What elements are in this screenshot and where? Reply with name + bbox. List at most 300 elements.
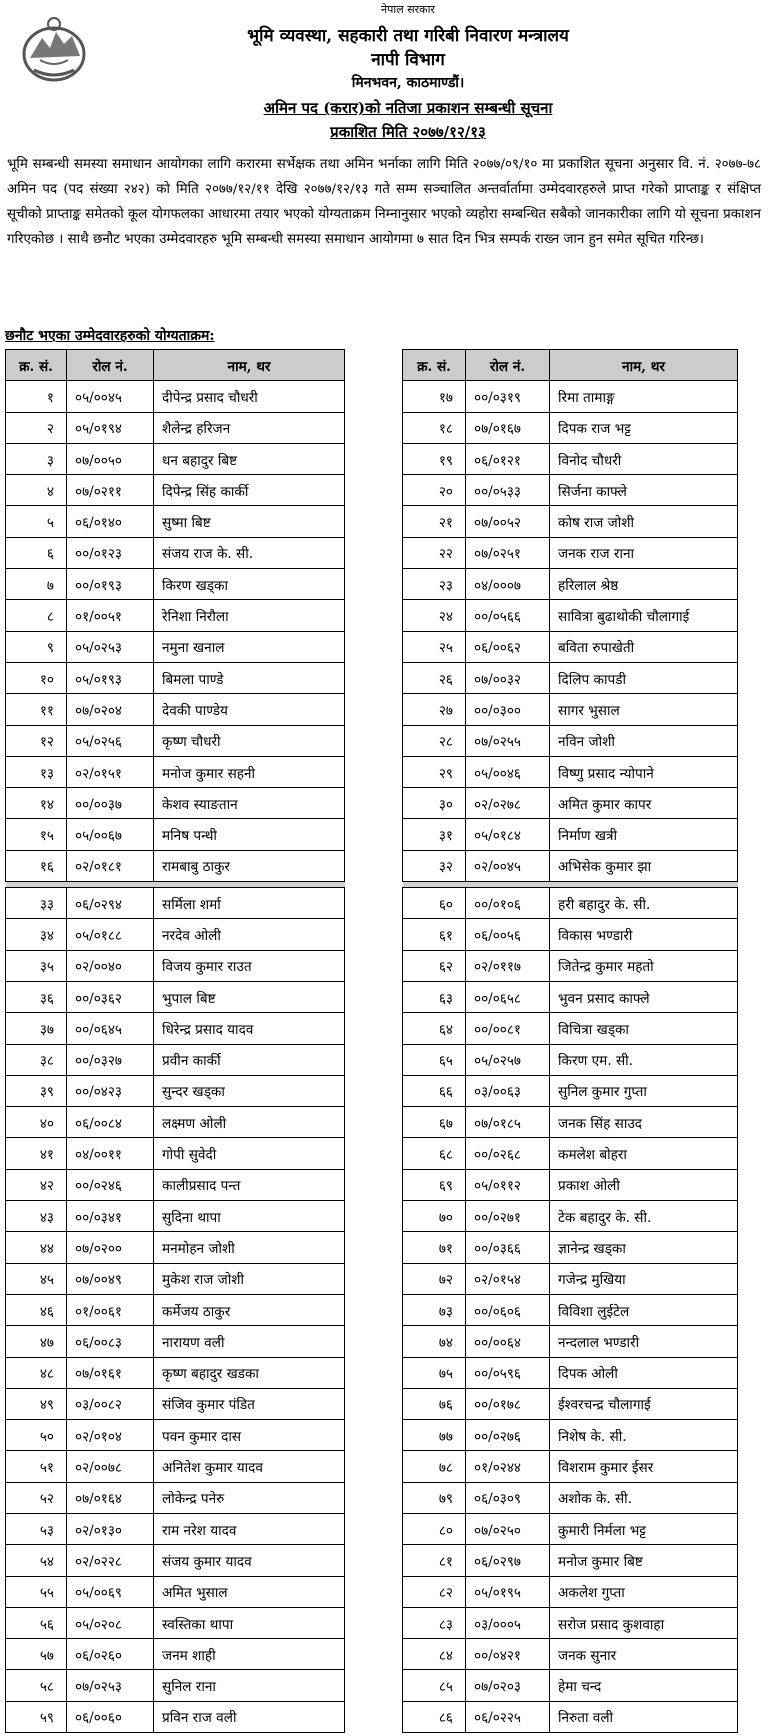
roll-number-cell: ०३/०००५ <box>466 1607 550 1638</box>
table-row <box>403 1576 738 1607</box>
roll-number-cell: ०५/०२५३ <box>67 631 154 662</box>
candidate-name-cell: जितेन्द्र कुमार महतो <box>550 950 738 981</box>
table-row <box>403 725 738 756</box>
list-heading: छनौट भएका उम्मेदवारहरुको योग्यताक्रम: <box>5 328 215 344</box>
table-row <box>6 1576 345 1607</box>
table-body-right-b <box>403 888 738 1733</box>
table-row <box>6 1420 345 1451</box>
table-row <box>403 569 738 600</box>
serial-number-cell: ७० <box>403 1201 466 1232</box>
roll-number-cell: ०७/०२५० <box>466 1513 550 1544</box>
table-row <box>403 1482 738 1513</box>
serial-number-cell: ७४ <box>403 1326 466 1357</box>
candidate-name-cell: सुनिल कुमार गुप्ता <box>550 1075 738 1106</box>
serial-number-cell: २० <box>403 475 466 506</box>
table-row <box>6 1107 345 1138</box>
candidate-name-cell: नन्दलाल भण्डारी <box>550 1326 738 1357</box>
serial-number-cell: ६७ <box>403 1107 466 1138</box>
candidate-name-cell: जनक सिंह साउद <box>550 1107 738 1138</box>
roll-number-cell: ०५/०२५७ <box>466 1044 550 1075</box>
roll-number-cell: ०७/००४९ <box>67 1263 154 1294</box>
candidate-name-cell: देवकी पाण्डेय <box>154 694 345 725</box>
table-row <box>403 506 738 537</box>
serial-number-cell: ६ <box>6 537 67 568</box>
candidate-name-cell: विचित्रा खड्का <box>550 1013 738 1044</box>
table-row <box>403 788 738 819</box>
candidate-name-cell: ज्ञानेन्द्र खड्का <box>550 1232 738 1263</box>
serial-number-cell: १० <box>6 662 67 693</box>
candidate-name-cell: अमित कुमार कापर <box>550 788 738 819</box>
candidate-name-cell: मनोज कुमार बिष्ट <box>550 1545 738 1576</box>
table-row <box>403 1044 738 1075</box>
serial-number-cell: ६३ <box>403 981 466 1012</box>
column-header-sn: क्र. सं. <box>6 350 67 381</box>
serial-number-cell: ३९ <box>6 1075 67 1106</box>
candidate-name-cell: रामबाबु ठाकुर <box>154 850 345 881</box>
roll-number-cell: ०३/००८२ <box>67 1388 154 1419</box>
roll-number-cell: ०६/०२९४ <box>67 888 154 919</box>
serial-number-cell: ८६ <box>403 1701 466 1732</box>
column-header-roll: रोल नं. <box>67 350 154 381</box>
table-row <box>403 1639 738 1670</box>
roll-number-cell: ००/००३७ <box>67 788 154 819</box>
table-row <box>403 950 738 981</box>
serial-number-cell: ३१ <box>403 819 466 850</box>
roll-number-cell: ०५/०२५६ <box>67 725 154 756</box>
table-row <box>6 1326 345 1357</box>
serial-number-cell: ५७ <box>6 1639 67 1670</box>
table-row <box>6 981 345 1012</box>
serial-number-cell: ३२ <box>403 850 466 881</box>
table-row <box>403 412 738 443</box>
serial-number-cell: ६४ <box>403 1013 466 1044</box>
serial-number-cell: ५६ <box>6 1607 67 1638</box>
roll-number-cell: ०५/०१९३ <box>67 662 154 693</box>
candidate-name-cell: ईश्वरचन्द्र चौलागाई <box>550 1388 738 1419</box>
table-row <box>403 662 738 693</box>
table-row <box>403 1013 738 1044</box>
roll-number-cell: ००/०४२१ <box>466 1639 550 1670</box>
candidate-name-cell: विजय कुमार राउत <box>154 950 345 981</box>
serial-number-cell: २१ <box>403 506 466 537</box>
candidate-name-cell: लक्ष्मण ओली <box>154 1107 345 1138</box>
roll-number-cell: ००/०१९३ <box>67 569 154 600</box>
table-row <box>6 788 345 819</box>
table-row <box>6 919 345 950</box>
serial-number-cell: ८३ <box>403 1607 466 1638</box>
roll-number-cell: ०२/०२७८ <box>466 788 550 819</box>
table-row <box>6 1357 345 1388</box>
roll-number-cell: ००/०२४६ <box>67 1169 154 1200</box>
table-row <box>6 1607 345 1638</box>
table-row <box>6 537 345 568</box>
candidate-name-cell: निरुता वली <box>550 1701 738 1732</box>
candidate-name-cell: प्रवीन कार्की <box>154 1044 345 1075</box>
candidate-name-cell: किरण एम. सी. <box>550 1044 738 1075</box>
table-row <box>403 1701 738 1732</box>
roll-number-cell: ०६/०१४० <box>67 506 154 537</box>
candidate-name-cell: सिर्जना काफ्ले <box>550 475 738 506</box>
table-row <box>6 600 345 631</box>
serial-number-cell: ४१ <box>6 1138 67 1169</box>
roll-number-cell: ०२/०१५१ <box>67 756 154 787</box>
roll-number-cell: ०५/०१८४ <box>466 819 550 850</box>
candidate-name-cell: सुनिल राना <box>154 1670 345 1701</box>
table-body-right-a <box>403 381 738 882</box>
candidate-name-cell: कोष राज जोशी <box>550 506 738 537</box>
table-body-left-a <box>6 381 345 882</box>
roll-number-cell: ०७/००५२ <box>466 506 550 537</box>
candidate-name-cell: कुमारी निर्मला भट्ट <box>550 1513 738 1544</box>
roll-number-cell: ०२/००४५ <box>466 850 550 881</box>
table-row <box>403 1607 738 1638</box>
serial-number-cell: २२ <box>403 537 466 568</box>
table-row <box>6 1639 345 1670</box>
serial-number-cell: २ <box>6 412 67 443</box>
serial-number-cell: ३६ <box>6 981 67 1012</box>
table-row <box>6 662 345 693</box>
roll-number-cell: ००/०५९६ <box>466 1357 550 1388</box>
candidate-name-cell: राम नरेश यादव <box>154 1513 345 1544</box>
serial-number-cell: ८१ <box>403 1545 466 1576</box>
serial-number-cell: ४२ <box>6 1169 67 1200</box>
roll-number-cell: ०७/०२११ <box>67 475 154 506</box>
table-row <box>403 1388 738 1419</box>
table-row <box>403 1451 738 1482</box>
serial-number-cell: ४७ <box>6 1326 67 1357</box>
table-row <box>6 1075 345 1106</box>
roll-number-cell: ०३/००६३ <box>466 1075 550 1106</box>
table-row <box>6 1701 345 1732</box>
serial-number-cell: ७९ <box>403 1482 466 1513</box>
candidate-name-cell: दिलिप कापडी <box>550 662 738 693</box>
table-row <box>403 1263 738 1294</box>
roll-number-cell: ०२/०१५४ <box>466 1263 550 1294</box>
table-row <box>6 1388 345 1419</box>
candidate-name-cell: मुकेश राज जोशी <box>154 1263 345 1294</box>
roll-number-cell: ०६/००८३ <box>67 1326 154 1357</box>
candidate-name-cell: प्रविन राज वली <box>154 1701 345 1732</box>
roll-number-cell: ०५/००४६ <box>466 756 550 787</box>
roll-number-cell: ०५/०१९४ <box>67 412 154 443</box>
candidate-name-cell: संजिव कुमार पंडित <box>154 1388 345 1419</box>
roll-number-cell: ०२/०१०४ <box>67 1420 154 1451</box>
table-row <box>6 1013 345 1044</box>
table-row <box>403 1107 738 1138</box>
ministry-name: भूमि व्यवस्था, सहकारी तथा गरिबी निवारण मन्त्रालय <box>247 26 569 46</box>
candidate-name-cell: जनम शाही <box>154 1639 345 1670</box>
candidate-name-cell: भुपाल बिष्ट <box>154 981 345 1012</box>
serial-number-cell: ६५ <box>403 1044 466 1075</box>
office-location: मिनभवन, काठमाण्डौं। <box>351 75 465 91</box>
candidate-name-cell: रिमा तामाङ्ग <box>550 381 738 412</box>
candidate-name-cell: विष्णु प्रसाद न्योपाने <box>550 756 738 787</box>
serial-number-cell: ३५ <box>6 950 67 981</box>
table-row <box>403 1201 738 1232</box>
table-row <box>403 1294 738 1325</box>
candidate-name-cell: धन बहादुर बिष्ट <box>154 443 345 474</box>
table-row <box>6 1451 345 1482</box>
roll-number-cell: ००/०१२३ <box>67 537 154 568</box>
serial-number-cell: १९ <box>403 443 466 474</box>
roll-number-cell: ०१/०२४४ <box>466 1451 550 1482</box>
candidate-name-cell: भुवन प्रसाद काफ्ले <box>550 981 738 1012</box>
roll-number-cell: ०५/००६९ <box>67 1576 154 1607</box>
serial-number-cell: ९ <box>6 631 67 662</box>
roll-number-cell: ००/०२७६ <box>466 1420 550 1451</box>
serial-number-cell: १ <box>6 381 67 412</box>
serial-number-cell: ३० <box>403 788 466 819</box>
roll-number-cell: ००/०३४१ <box>67 1201 154 1232</box>
table-row <box>403 919 738 950</box>
serial-number-cell: ६० <box>403 888 466 919</box>
column-header-roll: रोल नं. <box>466 350 550 381</box>
candidate-name-cell: कमलेश बोहरा <box>550 1138 738 1169</box>
candidate-name-cell: संजय राज के. सी. <box>154 537 345 568</box>
roll-number-cell: ०५/०२०८ <box>67 1607 154 1638</box>
table-row <box>6 1670 345 1701</box>
table-row <box>6 1294 345 1325</box>
table-row <box>403 443 738 474</box>
serial-number-cell: ८० <box>403 1513 466 1544</box>
candidate-name-cell: प्रकाश ओली <box>550 1169 738 1200</box>
serial-number-cell: ३८ <box>6 1044 67 1075</box>
candidate-name-cell: धिरेन्द्र प्रसाद यादव <box>154 1013 345 1044</box>
serial-number-cell: ७७ <box>403 1420 466 1451</box>
table-row <box>6 1138 345 1169</box>
table-row <box>403 1138 738 1169</box>
candidate-name-cell: मनिष पन्थी <box>154 819 345 850</box>
serial-number-cell: ८४ <box>403 1639 466 1670</box>
candidate-name-cell: लोकेन्द्र पनेरु <box>154 1482 345 1513</box>
candidate-name-cell: विविशा लुईटेल <box>550 1294 738 1325</box>
roll-number-cell: ०६/००६२ <box>466 631 550 662</box>
table-row <box>403 1326 738 1357</box>
roll-number-cell: ०६/०२२५ <box>466 1701 550 1732</box>
column-header-sn: क्र. सं. <box>403 350 466 381</box>
roll-number-cell: ००/०३६२ <box>67 981 154 1012</box>
roll-number-cell: ०७/००५० <box>67 443 154 474</box>
roll-number-cell: ०६/०१२१ <box>466 443 550 474</box>
roll-number-cell: ०१/००५१ <box>67 600 154 631</box>
candidate-name-cell: सागर भुसाल <box>550 694 738 725</box>
table-row <box>6 1545 345 1576</box>
roll-number-cell: ००/०३२७ <box>67 1044 154 1075</box>
table-row <box>403 850 738 881</box>
serial-number-cell: ११ <box>6 694 67 725</box>
candidate-name-cell: किरण खड्का <box>154 569 345 600</box>
serial-number-cell: ७ <box>6 569 67 600</box>
roll-number-cell: ०५/०११२ <box>466 1169 550 1200</box>
candidate-name-cell: हरिलाल श्रेष्ठ <box>550 569 738 600</box>
candidate-name-cell: सुष्मा बिष्ट <box>154 506 345 537</box>
table-row <box>403 1075 738 1106</box>
candidate-name-cell: कृष्ण चौधरी <box>154 725 345 756</box>
candidate-name-cell: सुन्दर खड्का <box>154 1075 345 1106</box>
serial-number-cell: ५८ <box>6 1670 67 1701</box>
table-row <box>403 888 738 919</box>
serial-number-cell: २९ <box>403 756 466 787</box>
table-row <box>6 888 345 919</box>
table-row <box>403 1545 738 1576</box>
column-header-name: नाम, थर <box>550 350 738 381</box>
roll-number-cell: ०७/०२५३ <box>67 1670 154 1701</box>
serial-number-cell: २३ <box>403 569 466 600</box>
candidate-name-cell: दिपेन्द्र सिंह कार्की <box>154 475 345 506</box>
serial-number-cell: ८५ <box>403 1670 466 1701</box>
roll-number-cell: ०२/०१८१ <box>67 850 154 881</box>
published-date: प्रकाशित मिति २०७७/१२/१३ <box>330 123 486 141</box>
candidate-name-cell: दीपेन्द्र प्रसाद चौधरी <box>154 381 345 412</box>
candidate-name-cell: अमित भुसाल <box>154 1576 345 1607</box>
table-row <box>6 1482 345 1513</box>
serial-number-cell: १७ <box>403 381 466 412</box>
serial-number-cell: २७ <box>403 694 466 725</box>
candidate-name-cell: नमुना खनाल <box>154 631 345 662</box>
roll-number-cell: ०५/०१८८ <box>67 919 154 950</box>
roll-number-cell: ०५/००६७ <box>67 819 154 850</box>
candidate-name-cell: स्वस्तिका थापा <box>154 1607 345 1638</box>
department-name: नापी विभाग <box>371 50 445 70</box>
roll-number-cell: ००/०३१९ <box>466 381 550 412</box>
roll-number-cell: ००/०४२३ <box>67 1075 154 1106</box>
candidate-name-cell: गजेन्द्र मुखिया <box>550 1263 738 1294</box>
candidate-name-cell: बविता रुपाखेती <box>550 631 738 662</box>
serial-number-cell: ४८ <box>6 1357 67 1388</box>
roll-number-cell: ०७/०२५१ <box>466 537 550 568</box>
table-row <box>6 412 345 443</box>
roll-number-cell: ०४/०००७ <box>466 569 550 600</box>
government-name: नेपाल सरकार <box>381 3 435 16</box>
serial-number-cell: ४ <box>6 475 67 506</box>
roll-number-cell: ०६/००८४ <box>67 1107 154 1138</box>
candidate-name-cell: जनक सुनार <box>550 1639 738 1670</box>
candidate-name-cell: सरोज प्रसाद कुशवाहा <box>550 1607 738 1638</box>
candidate-name-cell: कृष्ण बहादुर खडका <box>154 1357 345 1388</box>
candidate-name-cell: अभिसेक कुमार झा <box>550 850 738 881</box>
serial-number-cell: ४६ <box>6 1294 67 1325</box>
roll-number-cell: ०७/०१६४ <box>67 1482 154 1513</box>
roll-number-cell: ०६/०२६० <box>67 1639 154 1670</box>
roll-number-cell: ००/०६४५ <box>67 1013 154 1044</box>
roll-number-cell: ००/००६४ <box>466 1326 550 1357</box>
candidate-name-cell: हरी बहादुर के. सी. <box>550 888 738 919</box>
table-row <box>403 694 738 725</box>
roll-number-cell: ०६/००६० <box>67 1701 154 1732</box>
serial-number-cell: ५ <box>6 506 67 537</box>
serial-number-cell: ५९ <box>6 1701 67 1732</box>
serial-number-cell: २८ <box>403 725 466 756</box>
candidate-name-cell: अनितेश कुमार यादव <box>154 1451 345 1482</box>
serial-number-cell: ७३ <box>403 1294 466 1325</box>
table-row <box>403 981 738 1012</box>
serial-number-cell: ३३ <box>6 888 67 919</box>
table-row <box>6 475 345 506</box>
candidate-name-cell: दिपक राज भट्ट <box>550 412 738 443</box>
roll-number-cell: ००/०३६६ <box>466 1232 550 1263</box>
roll-number-cell: ०७/०१८५ <box>466 1107 550 1138</box>
serial-number-cell: १५ <box>6 819 67 850</box>
candidate-name-cell: गोपी सुवेदी <box>154 1138 345 1169</box>
serial-number-cell: ६८ <box>403 1138 466 1169</box>
table-row <box>403 600 738 631</box>
table-row <box>6 725 345 756</box>
roll-number-cell: ०७/०१६१ <box>67 1357 154 1388</box>
table-row <box>6 694 345 725</box>
roll-number-cell: ०२/००७८ <box>67 1451 154 1482</box>
table-body-left-b <box>6 888 345 1733</box>
serial-number-cell: १४ <box>6 788 67 819</box>
table-row <box>403 1232 738 1263</box>
candidate-name-cell: विनोद चौधरी <box>550 443 738 474</box>
serial-number-cell: ७६ <box>403 1388 466 1419</box>
candidate-name-cell: दिपक ओली <box>550 1357 738 1388</box>
table-row <box>6 850 345 881</box>
candidate-name-cell: नरदेव ओली <box>154 919 345 950</box>
table-row <box>6 1044 345 1075</box>
serial-number-cell: ४९ <box>6 1388 67 1419</box>
table-row <box>6 756 345 787</box>
roll-number-cell: ००/०६०६ <box>466 1294 550 1325</box>
candidate-name-cell: टेक बहादुर के. सी. <box>550 1201 738 1232</box>
serial-number-cell: १८ <box>403 412 466 443</box>
serial-number-cell: १६ <box>6 850 67 881</box>
results-table-right <box>402 349 738 1733</box>
notice-body: भूमि सम्बन्धी समस्या समाधान आयोगका लागि करारमा सर्भेक्षक तथा अमिन भर्नाका लागि मिति २०७७/०९/१० मा प्रकाशित सूचना अनुसार वि. नं. २०७७-७८ अमिन पद (पद संख्या २४२) को मिति २०७७/१२/११ देखि २०७७/१२/१३ गते सम्म सञ्चालित अन्तर्वार्तामा उम्मेदवारहरुले प्राप्त गरेको प्राप्ताङ्क र संक्षिप्त सूचीको प्राप्ताङ्क समेतको कूल योगफलका आधारमा तयार भएको योग्यताक्रम निम्नानुसार भएको व्यहोरा सम्बन्धित सबैको जानकारीका लागि यो सूचना प्रकाशन गरिएकोछ । साथै छनौट भएका उम्मेदवारहरु भूमि सम्बन्धी समस्या समाधान आयोगमा ७ सात दिन भित्र सम्पर्क राख्न जान हुन समेत सूचित गरिन्छ। <box>7 157 761 247</box>
roll-number-cell: ००/०३०० <box>466 694 550 725</box>
table-row <box>6 631 345 662</box>
serial-number-cell: ३७ <box>6 1013 67 1044</box>
candidate-name-cell: केशव स्याङतान <box>154 788 345 819</box>
candidate-name-cell: शैलेन्द्र हरिजन <box>154 412 345 443</box>
serial-number-cell: ४० <box>6 1107 67 1138</box>
serial-number-cell: २६ <box>403 662 466 693</box>
table-row <box>6 1201 345 1232</box>
serial-number-cell: ६९ <box>403 1169 466 1200</box>
candidate-name-cell: संजय कुमार यादव <box>154 1545 345 1576</box>
candidate-name-cell: निशेष के. सी. <box>550 1420 738 1451</box>
table-row <box>6 819 345 850</box>
table-row <box>403 819 738 850</box>
table-row <box>403 1420 738 1451</box>
candidate-name-cell: नविन जोशी <box>550 725 738 756</box>
candidate-name-cell: निर्माण खत्री <box>550 819 738 850</box>
serial-number-cell: ७५ <box>403 1357 466 1388</box>
table-header-row <box>403 350 738 381</box>
serial-number-cell: ७८ <box>403 1451 466 1482</box>
serial-number-cell: १३ <box>6 756 67 787</box>
candidate-name-cell: विकास भण्डारी <box>550 919 738 950</box>
table-header-row <box>6 350 345 381</box>
document-header <box>0 0 768 150</box>
serial-number-cell: ३ <box>6 443 67 474</box>
table-row <box>6 950 345 981</box>
roll-number-cell: ०१/००६१ <box>67 1294 154 1325</box>
serial-number-cell: ७१ <box>403 1232 466 1263</box>
serial-number-cell: २४ <box>403 600 466 631</box>
results-table-left <box>5 349 345 1733</box>
column-header-name: नाम, थर <box>154 350 345 381</box>
roll-number-cell: ००/०५३३ <box>466 475 550 506</box>
roll-number-cell: ००/०२६८ <box>466 1138 550 1169</box>
table-row <box>403 756 738 787</box>
roll-number-cell: ०२/००४० <box>67 950 154 981</box>
serial-number-cell: ५३ <box>6 1513 67 1544</box>
candidate-name-cell: मनमोहन जोशी <box>154 1232 345 1263</box>
roll-number-cell: ०७/०२५५ <box>466 725 550 756</box>
serial-number-cell: ६६ <box>403 1075 466 1106</box>
roll-number-cell: ००/०१७८ <box>466 1388 550 1419</box>
